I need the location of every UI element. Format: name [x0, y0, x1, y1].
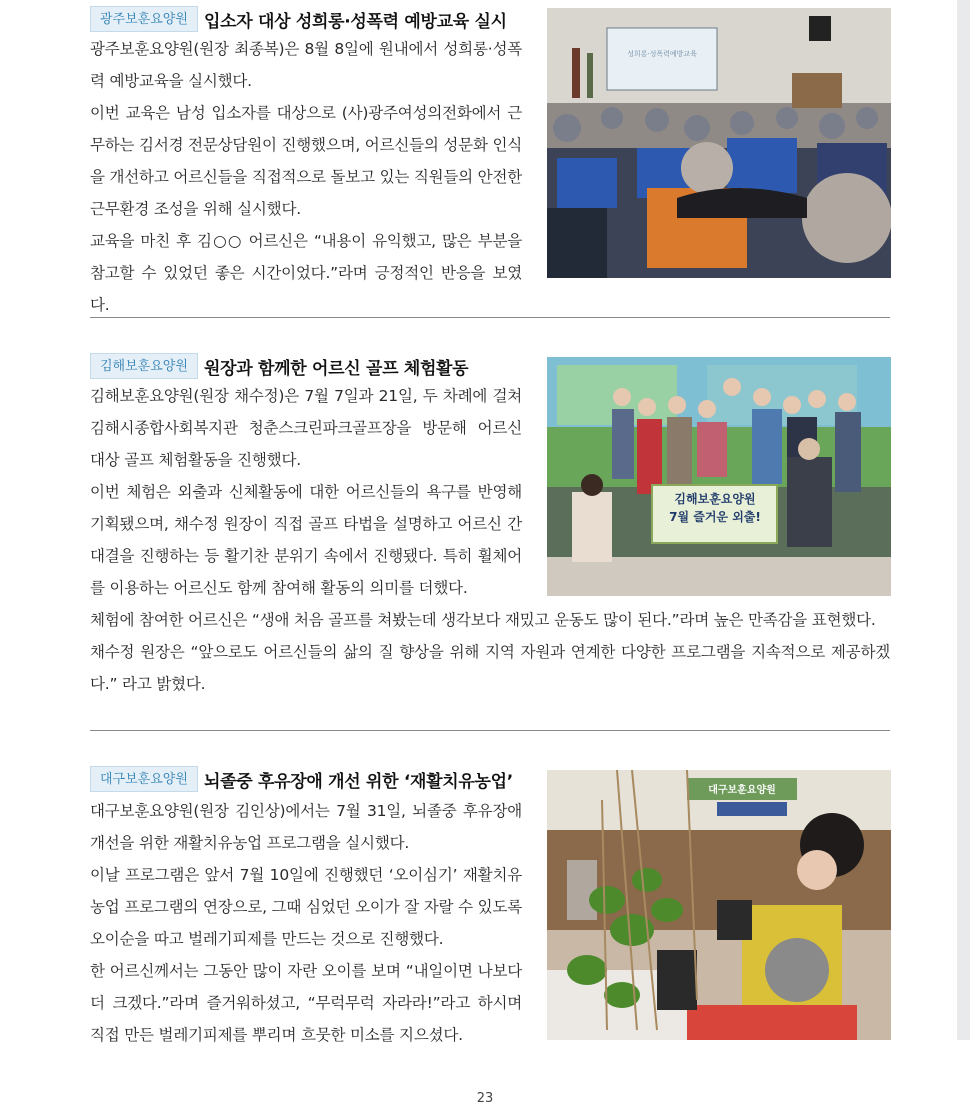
article-title: 원장과 함께한 어르신 골프 체험활동: [204, 359, 469, 379]
article-title: 뇌졸중 후유장애 개선 위한 ‘재활치유농업’: [204, 772, 513, 792]
paragraph: 채수정 원장은 “앞으로도 어르신들의 삶의 질 향상을 위해 지역 자원과 연계한 다양한 프로그램을 지속적으로 제공하겠다.” 라고 밝혔다.: [90, 643, 890, 693]
paragraph: 교육을 마친 후 김○○ 어르신은 “내용이 유익했고, 많은 부분을 참고할 수 있었던 좋은 시간이었다.”라며 긍정적인 반응을 보였다.: [90, 232, 522, 314]
education-session-photo: [547, 8, 891, 278]
section-divider: [90, 730, 890, 731]
article-body-continued: [90, 604, 890, 700]
paragraph: 대구보훈요양원(원장 김인상)에서는 7월 31일, 뇌졸중 후유장애 개선을 위한 재활치유농업 프로그램을 실시했다.: [90, 802, 522, 852]
page-edge-rail: [957, 0, 970, 1040]
paragraph: 김해보훈요양원(원장 채수정)은 7월 7일과 21일, 두 차례에 걸쳐 김해시종합사회복지관 청춘스크린파크골프장을 방문해 어르신 대상 골프 체험활동을 진행했다.: [90, 387, 522, 469]
paragraph: 체험에 참여한 어르신은 “생애 처음 골프를 쳐봤는데 생각보다 재밌고 운동도 많이 된다.”라며 높은 만족감을 표현했다.: [90, 611, 876, 629]
paragraph: 이번 체험은 외출과 신체활동에 대한 어르신들의 욕구를 반영해 기획됐으며, 채수정 원장이 직접 골프 타법을 설명하고 어르신 간 대결을 진행하는 등 활기찬 분위기 속에서 진행됐다. 특히 휠체어를 이용하는 어르신도 함께 참여해 활동의 의미를 더했다.: [90, 483, 522, 597]
article-body: [90, 33, 522, 321]
facility-tag: 대구보훈요양원: [90, 766, 198, 792]
paragraph: 광주보훈요양원(원장 최종복)은 8월 8일에 원내에서 성희롱·성폭력 예방교육을 실시했다.: [90, 40, 522, 90]
facility-tag: 광주보훈요양원: [90, 6, 198, 32]
screen-text: 성희롱·성폭력예방교육: [627, 50, 697, 58]
paragraph: 한 어르신께서는 그동안 많이 자란 오이를 보며 “내일이면 나보다 더 크겠다.”라며 즐거워하셨고, “무럭무럭 자라라!”라고 하시며 직접 만든 벌레기피제를 뿌리며 흐뭇한 미소를 지으셨다.: [90, 962, 522, 1044]
paragraph: 이날 프로그램은 앞서 7월 10일에 진행했던 ‘오이심기’ 재활치유농업 프로그램의 연장으로, 그때 심었던 오이가 잘 자랄 수 있도록 오이순을 따고 벌레기피제를 만드는 것으로 진행했다.: [90, 866, 522, 948]
article-body: [90, 380, 522, 604]
facility-tag: 김해보훈요양원: [90, 353, 198, 379]
section-divider: [90, 317, 890, 318]
article-body: [90, 795, 522, 1051]
golf-outing-photo: [547, 357, 891, 596]
banner-line-1: 김해보훈요양원: [674, 492, 756, 506]
healing-farming-photo: [547, 770, 891, 1040]
wall-sign: 대구보훈요양원: [708, 785, 776, 796]
banner-line-2: 7월 즐거운 외출!: [669, 510, 761, 524]
paragraph: 이번 교육은 남성 입소자를 대상으로 (사)광주여성의전화에서 근무하는 김서경 전문상담원이 진행했으며, 어르신들의 성문화 인식을 개선하고 어르신들을 직접적으로 돌보고 있는 직원들의 안전한 근무환경 조성을 위해 실시했다.: [90, 104, 522, 218]
article-title: 입소자 대상 성희롱·성폭력 예방교육 실시: [204, 12, 507, 32]
page-number: 23: [476, 1091, 494, 1106]
